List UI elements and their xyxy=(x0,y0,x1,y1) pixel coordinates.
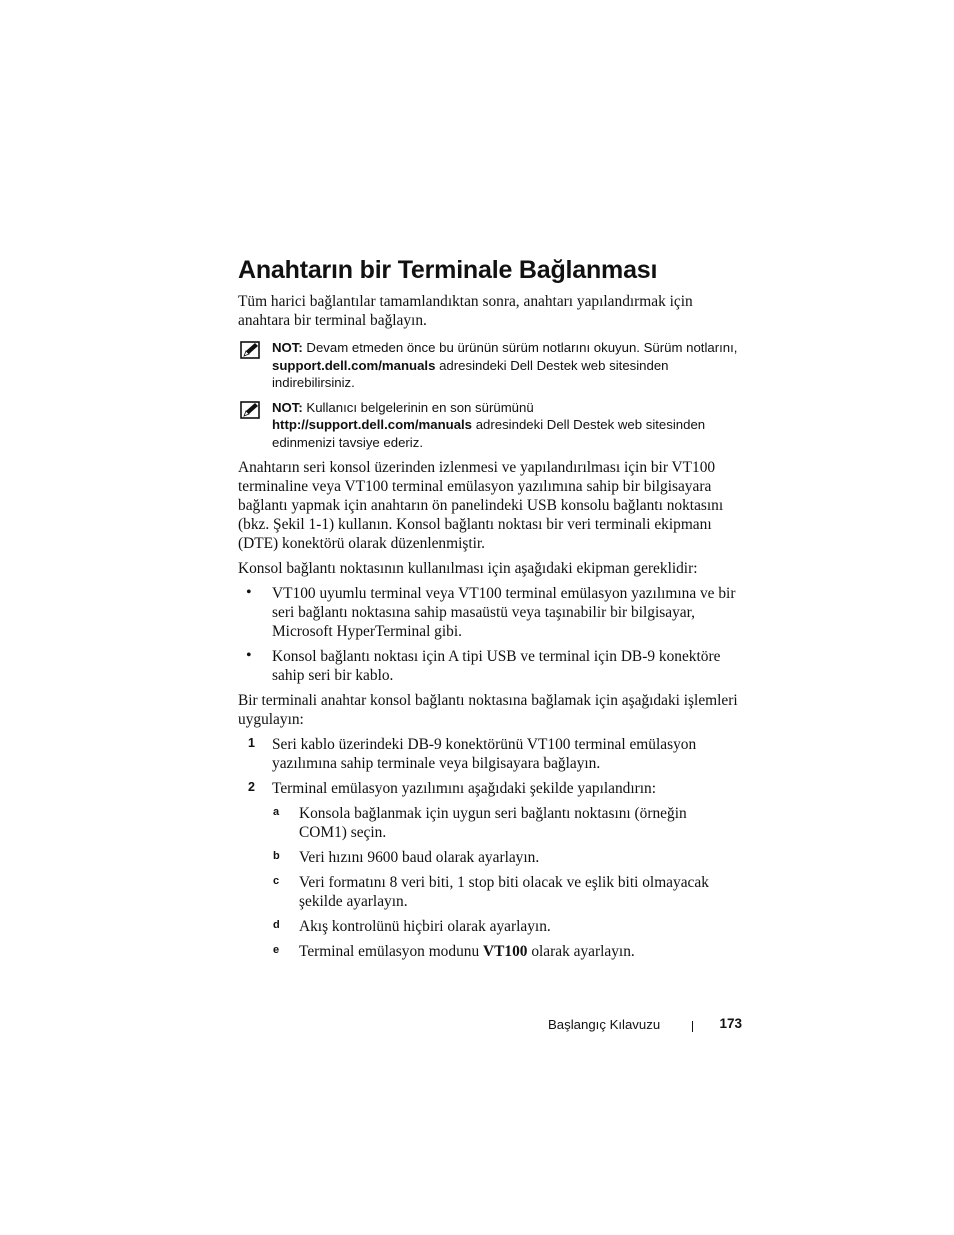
note-text: Kullanıcı belgelerinin en son sürümünü xyxy=(302,399,534,415)
page-number: 173 xyxy=(719,1016,742,1031)
note-pencil-icon xyxy=(240,341,260,359)
step-number: 2 xyxy=(248,780,255,794)
substep-bold-term: VT100 xyxy=(483,943,528,960)
equipment-paragraph: Konsol bağlantı noktasının kullanılması için aşağıdaki ekipman gereklidir: xyxy=(238,560,698,577)
list-item-text: VT100 uyumlu terminal veya VT100 terminal emülasyon yazılımına ve bir seri bağlantı noktasına sahip masaüstü veya taşınabilir bir bilgisayar, Microsoft HyperTerminal gibi. xyxy=(272,585,736,640)
substep-item xyxy=(238,917,738,936)
note-text: Devam etmeden önce bu ürünün sürüm notlarını okuyun. Sürüm notlarını, xyxy=(302,340,738,355)
substep-letter: a xyxy=(273,806,280,818)
step-item xyxy=(238,735,738,773)
note-user-docs xyxy=(238,399,738,452)
substep-text: Terminal emülasyon modunu xyxy=(299,943,484,960)
note-text-end: adresindeki Dell Destek web sitesinden indirebilirsiniz. xyxy=(272,357,669,390)
console-paragraph: Anahtarın seri konsol üzerinden izlenmesi ve yapılandırılması için bir VT100 terminaline veya VT100 terminal emülasyon yazılımına sahip bir bilgisayara bağlantı yapmak için anahtarın ön panelindeki USB konsolu bağlantı noktasını (bkz. Şekil 1-1) kullanın. Konsol bağlantı noktası bir veri terminali ekipmanı (DTE) konektörü olarak düzenlenmiştir. xyxy=(238,459,724,552)
substep-item xyxy=(238,873,738,911)
step-item xyxy=(238,779,738,798)
list-item xyxy=(238,584,738,641)
substep-text: Konsola bağlanmak için uygun seri bağlantı noktasını (örneğin COM1) seçin. xyxy=(299,805,687,841)
note-label: NOT: xyxy=(272,340,303,355)
intro-paragraph: Tüm harici bağlantılar tamamlandıktan sonra, anahtarı yapılandırmak için anahtara bir terminal bağlayın. xyxy=(238,293,693,329)
procedure-paragraph: Bir terminali anahtar konsol bağlantı noktasına bağlamak için aşağıdaki işlemleri uygulayın: xyxy=(238,692,738,728)
note-release-notes xyxy=(238,339,738,392)
bullet-icon: • xyxy=(246,584,252,601)
note-label: NOT: xyxy=(272,399,303,415)
substep-letter: c xyxy=(273,875,280,887)
page-footer xyxy=(548,1016,742,1036)
note-text-end: adresindeki Dell Destek web sitesinden edinmenizi tavsiye ederiz. xyxy=(272,417,706,450)
substep-item xyxy=(238,848,738,867)
footer-separator xyxy=(692,1021,693,1032)
step-number: 1 xyxy=(248,736,255,750)
substep-text: Akış kontrolünü hiçbiri olarak ayarlayın. xyxy=(299,918,551,935)
note-link[interactable]: http://support.dell.com/manuals xyxy=(272,417,473,432)
substep-letter: d xyxy=(273,919,280,931)
substep-text: Veri formatını 8 veri biti, 1 stop biti olacak ve eşlik biti olmayacak şekilde ayarlayın. xyxy=(299,874,709,910)
step-text: Terminal emülasyon yazılımını aşağıdaki şekilde yapılandırın: xyxy=(272,780,657,797)
footer-title: Başlangıç Kılavuzu xyxy=(548,1017,661,1032)
page-title: Anahtarın bir Terminale Bağlanması xyxy=(238,256,658,284)
page-body xyxy=(238,292,738,967)
substep-item xyxy=(238,942,738,961)
substep-letter: e xyxy=(273,944,280,956)
list-item-text: Konsol bağlantı noktası için A tipi USB ve terminal için DB-9 konektöre sahip seri bir kablo. xyxy=(272,648,721,684)
step-text: Seri kablo üzerindeki DB-9 konektörünü VT100 terminal emülasyon yazılımına sahip terminale veya bilgisayara bağlayın. xyxy=(272,736,697,772)
substep-item xyxy=(238,804,738,842)
list-item xyxy=(238,647,738,685)
substep-text-end: olarak ayarlayın. xyxy=(527,943,635,960)
note-link[interactable]: support.dell.com/manuals xyxy=(272,357,436,373)
bullet-icon: • xyxy=(246,647,252,664)
substep-text: Veri hızını 9600 baud olarak ayarlayın. xyxy=(299,849,540,866)
note-pencil-icon xyxy=(240,401,260,419)
substep-letter: b xyxy=(273,850,280,862)
